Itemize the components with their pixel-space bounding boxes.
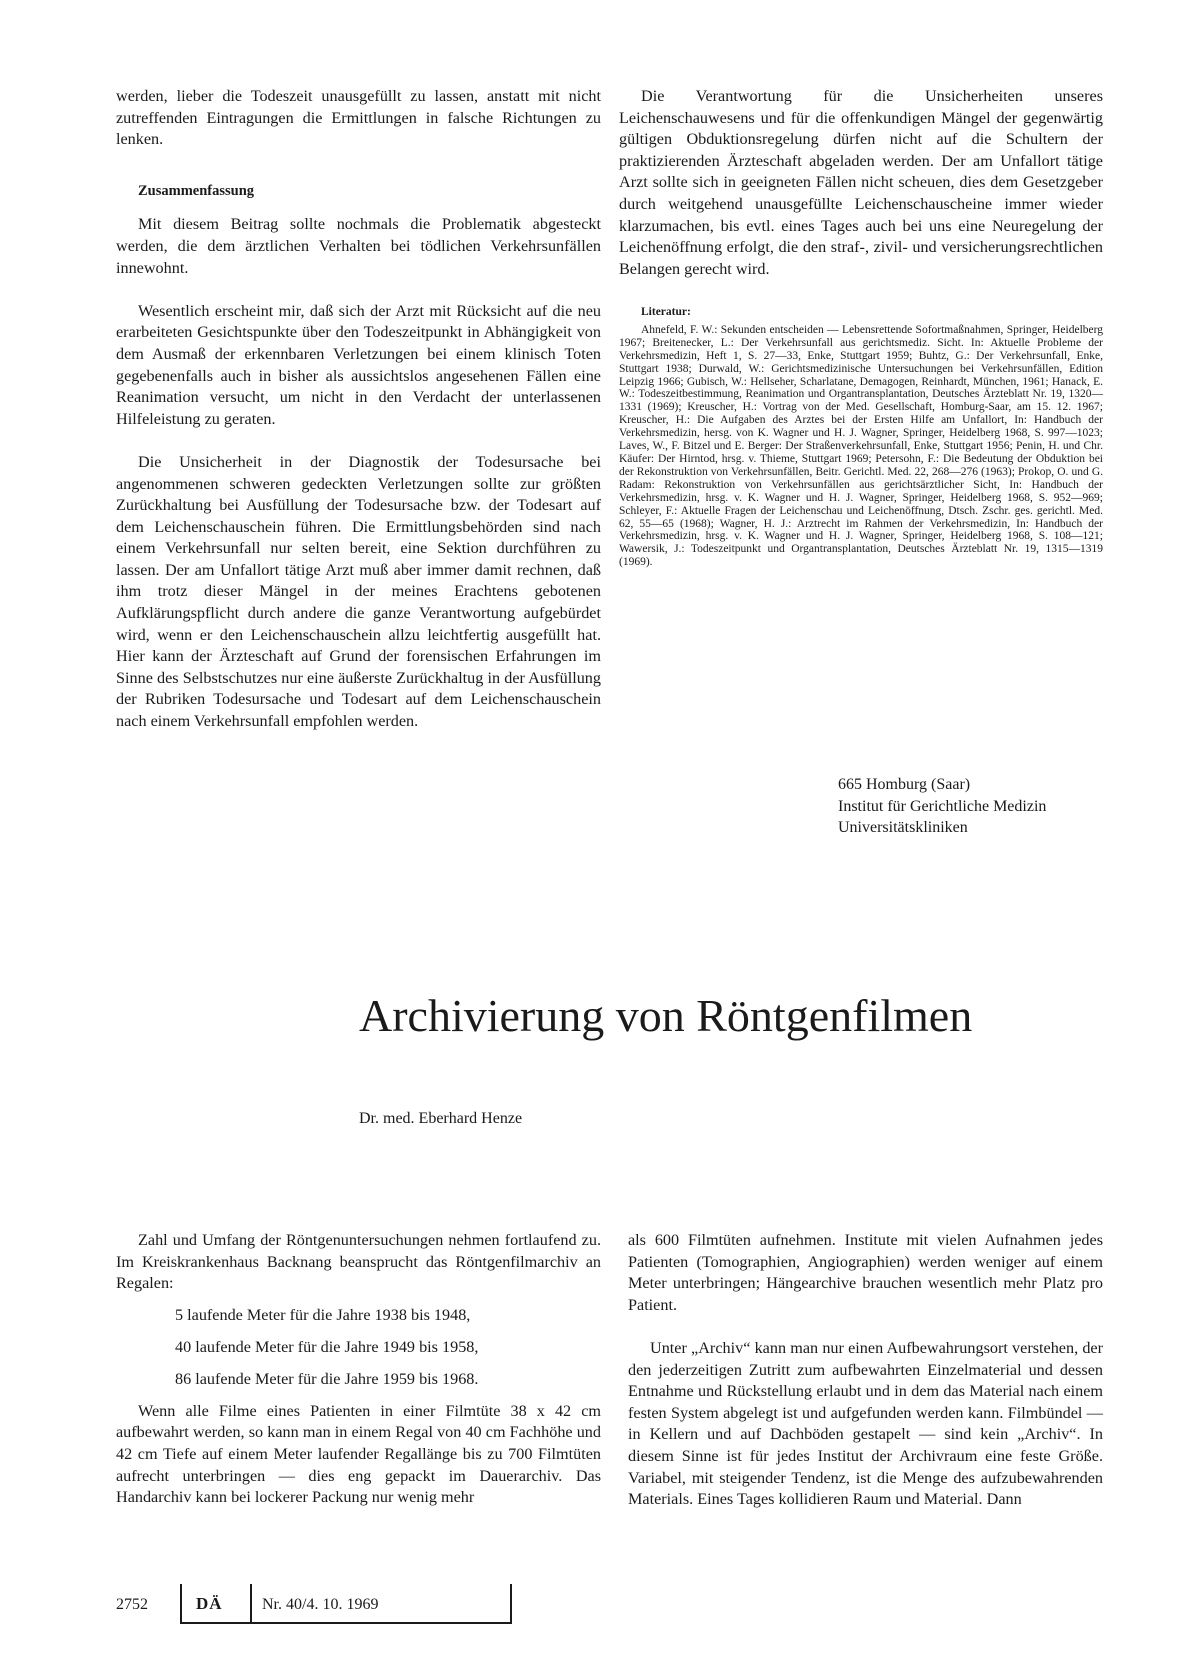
body-paragraph: als 600 Filmtüten aufnehmen. Institute mit vielen Aufnahmen jedes Patienten (Tomographien, Angiographien) werden weniger auf einem Meter unterbringen; Hängearchive brauchen wesentlich mehr Platz pro Patient. xyxy=(628,1231,1103,1314)
literature-references: Ahnefeld, F. W.: Sekunden entscheiden — Lebensrettende Sofortmaßnahmen, Springer, Heidelberg 1967; Breitenecker, L.: Der Verkehrsunfall aus gerichtsmediz. Sicht. In: Aktuelle Probleme der Verkehrsmedizin, Heft 1, S. 27—33, Enke, Stuttgart 1959; Buhtz, G.: Der Verkehrsunfall, Enke, Stuttgart 1938; Durwald, W.: Gerichtsmedizinische Untersuchungen bei Verkehrsunfällen, Edition Leipzig 1966; Gubisch, W.: Hellseher, Scharlatane, Demagogen, Reinhardt, München, 1961; Hanack, E. W.: Todeszeitbestimmung, Reanimation und Organtransplantation, Deutsches Ärzteblatt Nr. 19, 1320—1331 (1969); Kreuscher, H.: Vortrag von der Med. Gesellschaft, Homburg-Saar, am 15. 12. 1967; Kreuscher, H.: Die Aufgaben des Arztes bei der Ersten Hilfe am Unfallort, In: Handbuch der Verkehrsmedizin, hersg. von K. Wagner und H. J. Wagner, Springer, Heidelberg 1968, S. 997—1023; Laves, W., F. Bitzel und E. Berger: Der Straßenverkehrsunfall, Enke, Stuttgart 1956; Penin, H. und Chr. Käufer: Der Hirntod, hrsg. v. Thieme, Stuttgart 1969; Petersohn, F.: Die Bedeutung der Obduktion bei der Rekonstruktion von Verkehrsunfällen, Beitr. Gerichtl. Med. 22, 268—276 (1963); Prokop, O. und G. Radam: Rekonstruktion von Verkehrsunfällen aus gerichtsärztlicher Sicht, In: Handbuch der Verkehrsmedizin, hrsg. v. K. Wagner und H. J. Wagner, Springer, Heidelberg 1968, S. 952—969; Schleyer, F.: Aktuelle Fragen der Leichenschau und Leichenöffnung, Dtsch. Zschr. ges. gerichtl. Med. 62, 55—65 (1968); Wagner, H. J.: Arztrecht im Rahmen der Verkehrsmedizin, In: Handbuch der Verkehrsmedizin, hrsg. v. K. Wagner und H. J. Wagner, Springer, Heidelberg 1968, S. 108—121; Wawersik, J.: Todeszeitpunkt und Organtransplantation, Deutsches Ärzteblatt Nr. 19, 1315—1319 (1969). xyxy=(619,323,1103,569)
issue-date: Nr. 40/4. 10. 1969 xyxy=(262,1596,379,1613)
shelf-list xyxy=(116,1299,601,1395)
body-paragraph: Wenn alle Filme eines Patienten in einer Filmtüte 38 x 42 cm aufbewahrt werden, so kann man in einem Regal von 40 cm Fachhöhe und 42 cm Tiefe auf einem Meter laufender Regallänge bis zu 700 Filmtüten aufrecht unterbringen — dies eng gepackt im Dauerarchiv. Das Handarchiv kann bei lockerer Packung nur wenig mehr xyxy=(116,1401,601,1507)
bottom-left-column xyxy=(116,1230,601,1509)
body-paragraph: Zahl und Umfang der Röntgenuntersuchungen nehmen fortlaufend zu. Im Kreiskrankenhaus Backnang beansprucht das Röntgenfilmarchiv an Regalen: xyxy=(116,1231,601,1293)
shelf-line: 86 laufende Meter für die Jahre 1959 bis 1968. xyxy=(175,1369,479,1388)
bottom-right-column xyxy=(628,1230,1103,1511)
body-paragraph: Wesentlich erscheint mir, daß sich der Arzt mit Rücksicht auf die neu erarbeiteten Gesichtspunkte über den Todeszeitpunkt in Abhängigkeit von dem Ausmaß der erkennbaren Verletzungen bei einem klinisch Toten gegebenenfalls auch in bisher als aussichtslos angesehenen Fällen eine Reanimation versucht, um nicht in den Verdacht der unterlassenen Hilfeleistung zu geraten. xyxy=(116,301,601,428)
article-title: Archivierung von Röntgenfilmen xyxy=(359,990,973,1041)
shelf-line: 40 laufende Meter für die Jahre 1949 bis 1958, xyxy=(175,1337,479,1356)
literature-heading: Literatur: xyxy=(641,306,691,319)
journal-logo: DÄ xyxy=(196,1594,223,1613)
page-number: 2752 xyxy=(116,1596,148,1613)
body-paragraph: werden, lieber die Todeszeit unausgefüllt zu lassen, anstatt mit nicht zutreffenden Eintragungen die Ermittlungen in falsche Richtungen zu lenken. xyxy=(116,87,601,149)
author-address xyxy=(838,774,1046,839)
body-paragraph: Mit diesem Beitrag sollte nochmals die Problematik abgesteckt werden, die dem ärztlichen Verhalten bei tödlichen Verkehrsunfällen innewohnt. xyxy=(116,215,601,277)
top-left-column xyxy=(116,86,601,733)
body-paragraph: Die Unsicherheit in der Diagnostik der Todesursache bei angenommenen schweren gedeckten Verletzungen sollte zur größten Zurückhaltung bei Ausfüllung der Todesursache bzw. der Todesart auf dem Leichenschauschein führen. Die Ermittlungsbehörden sind nach einem Verkehrsunfall nur selten bereit, eine Sektion durchführen zu lassen. Der am Unfallort tätige Arzt muß aber immer damit rechnen, daß ihm trotz dieser Mängel in der meines Erachtens gebotenen Aufklärungspflicht durch andere die ganze Verantwortung aufgebürdet wird, wenn er den Leichenschauschein allzu leichtfertig ausgefüllt hat. Hier kann der Ärzteschaft auf Grund der forensischen Erfahrungen im Sinne des Selbstschutzes nur eine äußerste Zurückhaltug in der Ausfüllung der Rubriken Todesursache und Todesart auf dem Leichenschauschein nach einem Verkehrsunfall empfohlen werden. xyxy=(116,452,601,731)
body-paragraph: Unter „Archiv“ kann man nur einen Aufbewahrungsort verstehen, der den jederzeitigen Zutritt zum aufbewahrten Einzelmaterial und dessen Entnahme und Rückstellung erlaubt und in dem das Material nach einem festen System abgelegt ist und aufgefunden werden kann. Filmbündel — in Kellern und auf Dachböden gestapelt — sind kein „Archiv“. In diesem Sinne ist für jedes Institut der Archivraum eine feste Größe. Variabel, mit steigender Tendenz, ist die Menge des aufzubewahrenden Materials. Eines Tages kollidieren Raum und Material. Dann xyxy=(628,1338,1103,1509)
top-right-column xyxy=(619,86,1103,569)
box-divider xyxy=(250,1584,252,1622)
address-line: 665 Homburg (Saar) xyxy=(838,776,971,793)
journal-box xyxy=(180,1584,512,1624)
article-author: Dr. med. Eberhard Henze xyxy=(359,1110,523,1127)
section-heading: Zusammenfassung xyxy=(138,182,255,199)
body-paragraph: Die Verantwortung für die Unsicherheiten unseres Leichenschauwesens und für die offenkundigen Mängel der gegenwärtig gültigen Obduktionsregelung dürfen nicht auf die Schultern der praktizierenden Ärzteschaft abgeladen werden. Der am Unfallort tätige Arzt sollte sich in geeigneten Fällen nicht scheuen, dies dem Gesetzgeber durch weitgehend unausgefüllte Leichenschauscheine immer wieder klarzumachen, bis evtl. eines Tages auch bei uns eine Neuregelung der Leichenöffnung erfolgt, die den straf-, zivil- und versicherungsrechtlichen Belangen gerecht wird. xyxy=(619,87,1103,278)
shelf-line: 5 laufende Meter für die Jahre 1938 bis 1948, xyxy=(175,1305,471,1324)
address-line: Universitätskliniken xyxy=(838,819,968,836)
address-line: Institut für Gerichtliche Medizin xyxy=(838,797,1047,815)
